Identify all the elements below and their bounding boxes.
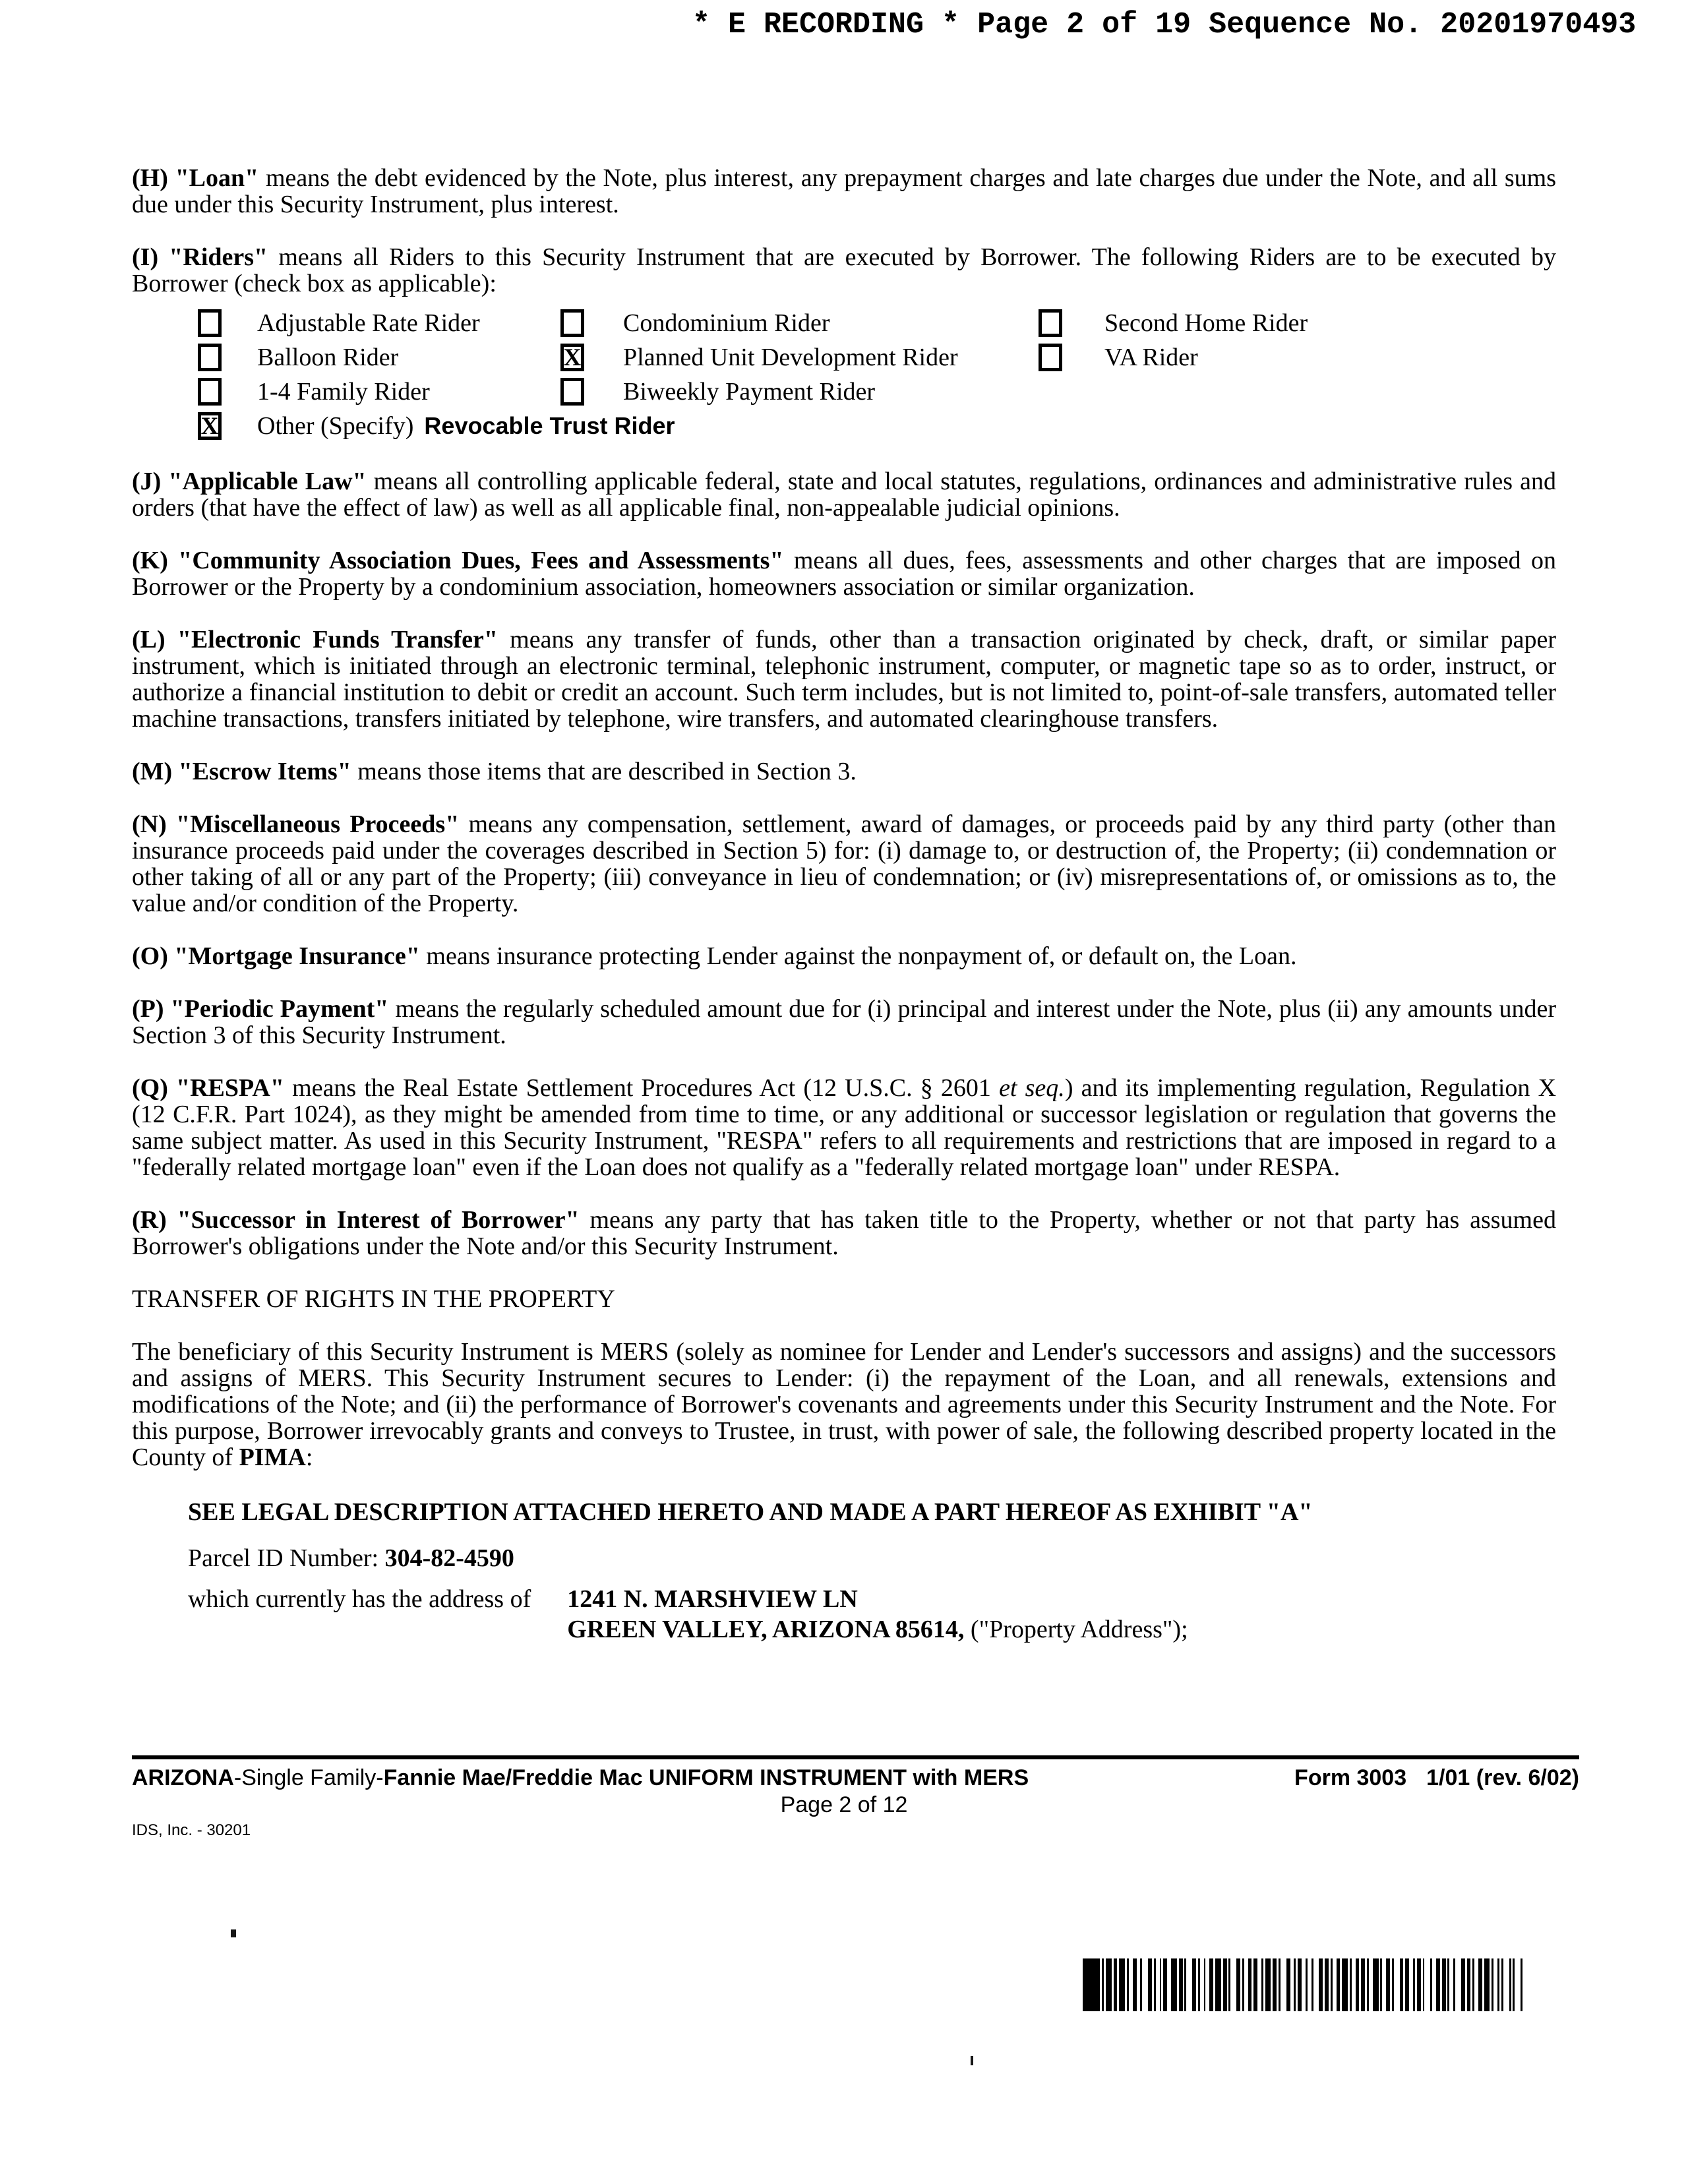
address-suffix: ("Property Address");	[964, 1616, 1188, 1643]
barcode-space	[1515, 1958, 1521, 2011]
other-rider-value: Revocable Trust Rider	[424, 412, 675, 439]
checkbox-planned-unit-development-rider[interactable]: X	[560, 344, 584, 371]
definition-k	[132, 547, 1556, 600]
barcode-bar	[1215, 1958, 1221, 2011]
definition-r-body: means any party that has taken title to the Property, whether or not that party has assumed Borrower's obligations under the Note and/or this Security Instrument.	[132, 1206, 1556, 1260]
riders-checkbox-group	[198, 306, 1556, 443]
definition-h-body: means the debt evidenced by the Note, plus interest, any prepayment charges and late charges due under the Note, and all sums due under this Security Instrument, plus interest.	[132, 164, 1556, 218]
address-city-state-zip: GREEN VALLEY, ARIZONA 85614,	[567, 1616, 965, 1643]
county-name: PIMA	[239, 1443, 306, 1471]
scan-artifact-dot	[231, 1929, 236, 1937]
legal-description-block	[188, 1497, 1556, 1645]
form-revision: 1/01 (rev. 6/02)	[1426, 1765, 1579, 1790]
label-1-4-family-rider: 1-4 Family Rider	[257, 378, 430, 406]
definition-l-term: (L) "Electronic Funds Transfer"	[132, 626, 498, 653]
definition-p-term: (P) "Periodic Payment"	[132, 995, 389, 1023]
definition-m	[132, 758, 1556, 785]
riders-row-3	[198, 375, 1556, 409]
definition-k-body: means all dues, fees, assessments and other charges that are imposed on Borrower or the Property by a condominium association, homeowners association or similar organization.	[132, 547, 1556, 601]
definition-q-body-post: ) and its implementing regulation, Regulation X (12 C.F.R. Part 1024), as they might be amended from time to time, or any additional or successor legislation or regulation that governs the same subject matter. As used in this Security Instrument, "RESPA" refers to all requirements and restrictions that are imposed in regard to a "federally related mortgage loan" even if the Loan does not qualify as a "federally related mortgage loan" under RESPA.	[132, 1074, 1557, 1181]
barcode	[1083, 1958, 1526, 2011]
definition-o-body: means insurance protecting Lender against the nonpayment of, or default on, the Loan.	[419, 942, 1297, 970]
transfer-colon: :	[305, 1443, 313, 1471]
footer-family: -Single Family-	[233, 1765, 384, 1790]
parcel-id-value: 304-82-4590	[384, 1544, 514, 1572]
checkbox-balloon-rider[interactable]	[198, 344, 222, 371]
label-va-rider: VA Rider	[1104, 344, 1198, 371]
barcode-space	[1313, 1958, 1319, 2011]
footer-instrument-title	[132, 1765, 1029, 1791]
definition-o-term: (O) "Mortgage Insurance"	[132, 942, 420, 970]
checkbox-1-4-family-rider[interactable]	[198, 378, 222, 406]
label-condominium-rider: Condominium Rider	[623, 309, 830, 337]
transfer-body: The beneficiary of this Security Instrument is MERS (solely as nominee for Lender and Lender's successors and assigns) and the successors and assigns of MERS. This Security Instrument secures to Lender: (i) the repayment of the Loan, and all renewals, extensions and modifications of the Note; and (ii) the performance of Borrower's covenants and agreements under this Security Instrument and the Note. For this purpose, Borrower irrevocably grants and conveys to Trustee, in trust, with power of sale, the following described property located in the County of	[132, 1338, 1556, 1471]
barcode-bar	[1083, 1958, 1100, 2011]
other-rider-label: Other (Specify)	[257, 412, 414, 440]
barcode-space	[1424, 1958, 1430, 2011]
barcode-space	[1522, 1958, 1524, 2011]
definition-l	[132, 626, 1556, 732]
property-address-block	[188, 1584, 1556, 1645]
definition-q-body-pre: means the Real Estate Settlement Procedures Act (12 U.S.C. § 2601	[284, 1074, 1000, 1102]
parcel-id-label: Parcel ID Number:	[188, 1544, 385, 1572]
barcode-bar	[1106, 1958, 1112, 2011]
label-balloon-rider: Balloon Rider	[257, 344, 399, 371]
barcode-space	[1281, 1958, 1286, 2011]
definition-i-term: (I) "Riders"	[132, 243, 268, 271]
footer-form-line	[132, 1765, 1579, 1791]
definition-m-term: (M) "Escrow Items"	[132, 758, 351, 785]
barcode-bar	[1265, 1958, 1271, 2011]
barcode-space	[1142, 1958, 1148, 2011]
e-recording-header: * E RECORDING * Page 2 of 19 Sequence No. 20201970493	[692, 8, 1637, 42]
riders-row-other	[198, 409, 1556, 443]
definition-o	[132, 943, 1556, 969]
definition-m-body: means those items that are described in Section 3.	[351, 758, 857, 785]
property-address	[567, 1584, 1188, 1645]
definition-n-body: means any compensation, settlement, award of damages, or proceeds paid by any third party (other than insurance proceeds paid under the coverages described in Section 5) for: (i) damage to, or destruction of, the Property; (ii) condemnation or other taking of all or any part of the Property; (iii) conveyance in lieu of condemnation; or (iv) misrepresentations of, or omissions as to, the value and/or condition of the Property.	[132, 810, 1556, 917]
checkbox-va-rider[interactable]	[1039, 344, 1062, 371]
barcode-bar	[1342, 1958, 1348, 2011]
barcode-space	[1394, 1958, 1400, 2011]
barcode-space	[1455, 1958, 1461, 2011]
label-other-rider	[257, 413, 1556, 439]
transfer-of-rights-paragraph	[132, 1339, 1556, 1471]
definition-r-term: (R) "Successor in Interest of Borrower"	[132, 1206, 580, 1234]
label-second-home-rider: Second Home Rider	[1104, 309, 1308, 337]
barcode-space	[1503, 1958, 1509, 2011]
label-biweekly-payment-rider: Biweekly Payment Rider	[623, 378, 876, 406]
checkbox-biweekly-payment-rider[interactable]	[560, 378, 584, 406]
definition-j-body: means all controlling applicable federal, state and local statutes, regulations, ordinances and administrative rules and orders (that have the effect of law) as well as all applicable final, non-appealable judicial opinions.	[132, 468, 1556, 522]
address-intro: which currently has the address of	[188, 1585, 531, 1613]
definition-q-term: (Q) "RESPA"	[132, 1074, 284, 1102]
footer-state: ARIZONA	[132, 1765, 234, 1790]
definition-l-body: means any transfer of funds, other than a transaction originated by check, draft, or similar paper instrument, which is initiated through an electronic terminal, telephonic instrument, computer, or magnetic tape so as to order, instruct, or authorize a financial institution to debit or credit an account. Such term includes, but is not limited to, point-of-sale transfers, automated teller machine transactions, transfers initiated by telephone, wire transfers, and automated clearinghouse transfers.	[132, 626, 1556, 733]
footer-divider	[132, 1755, 1579, 1759]
riders-row-1	[198, 306, 1556, 340]
label-planned-unit-development-rider: Planned Unit Development Rider	[623, 344, 958, 371]
checkbox-adjustable-rate-rider[interactable]	[198, 309, 222, 337]
checkbox-condominium-rider[interactable]	[560, 309, 584, 337]
definition-h	[132, 165, 1556, 218]
exhibit-a-line: SEE LEGAL DESCRIPTION ATTACHED HERETO AND MADE A PART HEREOF AS EXHIBIT "A"	[188, 1498, 1313, 1526]
address-street: 1241 N. MARSHVIEW LN	[567, 1585, 858, 1613]
barcode-bar	[1171, 1958, 1177, 2011]
footer-uniform-instrument: Fannie Mae/Freddie Mac UNIFORM INSTRUMENT with MERS	[383, 1765, 1029, 1790]
checkbox-second-home-rider[interactable]	[1039, 309, 1062, 337]
definition-n-term: (N) "Miscellaneous Proceeds"	[132, 810, 460, 838]
definition-q-et-seq: et seq.	[999, 1074, 1065, 1102]
definition-i	[132, 244, 1556, 297]
definition-q	[132, 1075, 1556, 1180]
definition-h-term: (H) "Loan"	[132, 164, 259, 192]
definition-n	[132, 811, 1556, 917]
parcel-id-line	[188, 1543, 1556, 1573]
riders-row-2	[198, 340, 1556, 375]
barcode-bar	[1484, 1958, 1490, 2011]
definition-j	[132, 468, 1556, 521]
label-adjustable-rate-rider: Adjustable Rate Rider	[257, 309, 480, 337]
page-number: Page 2 of 12	[780, 1792, 908, 1817]
barcode-space	[1186, 1958, 1192, 2011]
footer-form-number	[1294, 1765, 1579, 1791]
definition-r	[132, 1207, 1556, 1259]
barcode-space	[1230, 1958, 1236, 2011]
definition-i-body: means all Riders to this Security Instrument that are executed by Borrower. The following Riders are to be executed by Borrower (check box as applicable):	[132, 243, 1556, 297]
form-number: Form 3003	[1294, 1765, 1407, 1790]
definition-p	[132, 996, 1556, 1048]
definition-k-term: (K) "Community Association Dues, Fees and Assessments"	[132, 547, 784, 574]
barcode-bar	[1373, 1958, 1379, 2011]
barcode-bar	[1119, 1958, 1125, 2011]
definition-p-body: means the regularly scheduled amount due for (i) principal and interest under the Note, plus (ii) any amounts under Section 3 of this Security Instrument.	[132, 995, 1557, 1049]
ids-vendor-code: IDS, Inc. - 30201	[132, 1821, 251, 1839]
definition-j-term: (J) "Applicable Law"	[132, 468, 367, 495]
checkbox-other-rider[interactable]: X	[198, 412, 222, 440]
scan-artifact-dot	[971, 2056, 973, 2065]
transfer-of-rights-heading: TRANSFER OF RIGHTS IN THE PROPERTY	[132, 1285, 615, 1313]
